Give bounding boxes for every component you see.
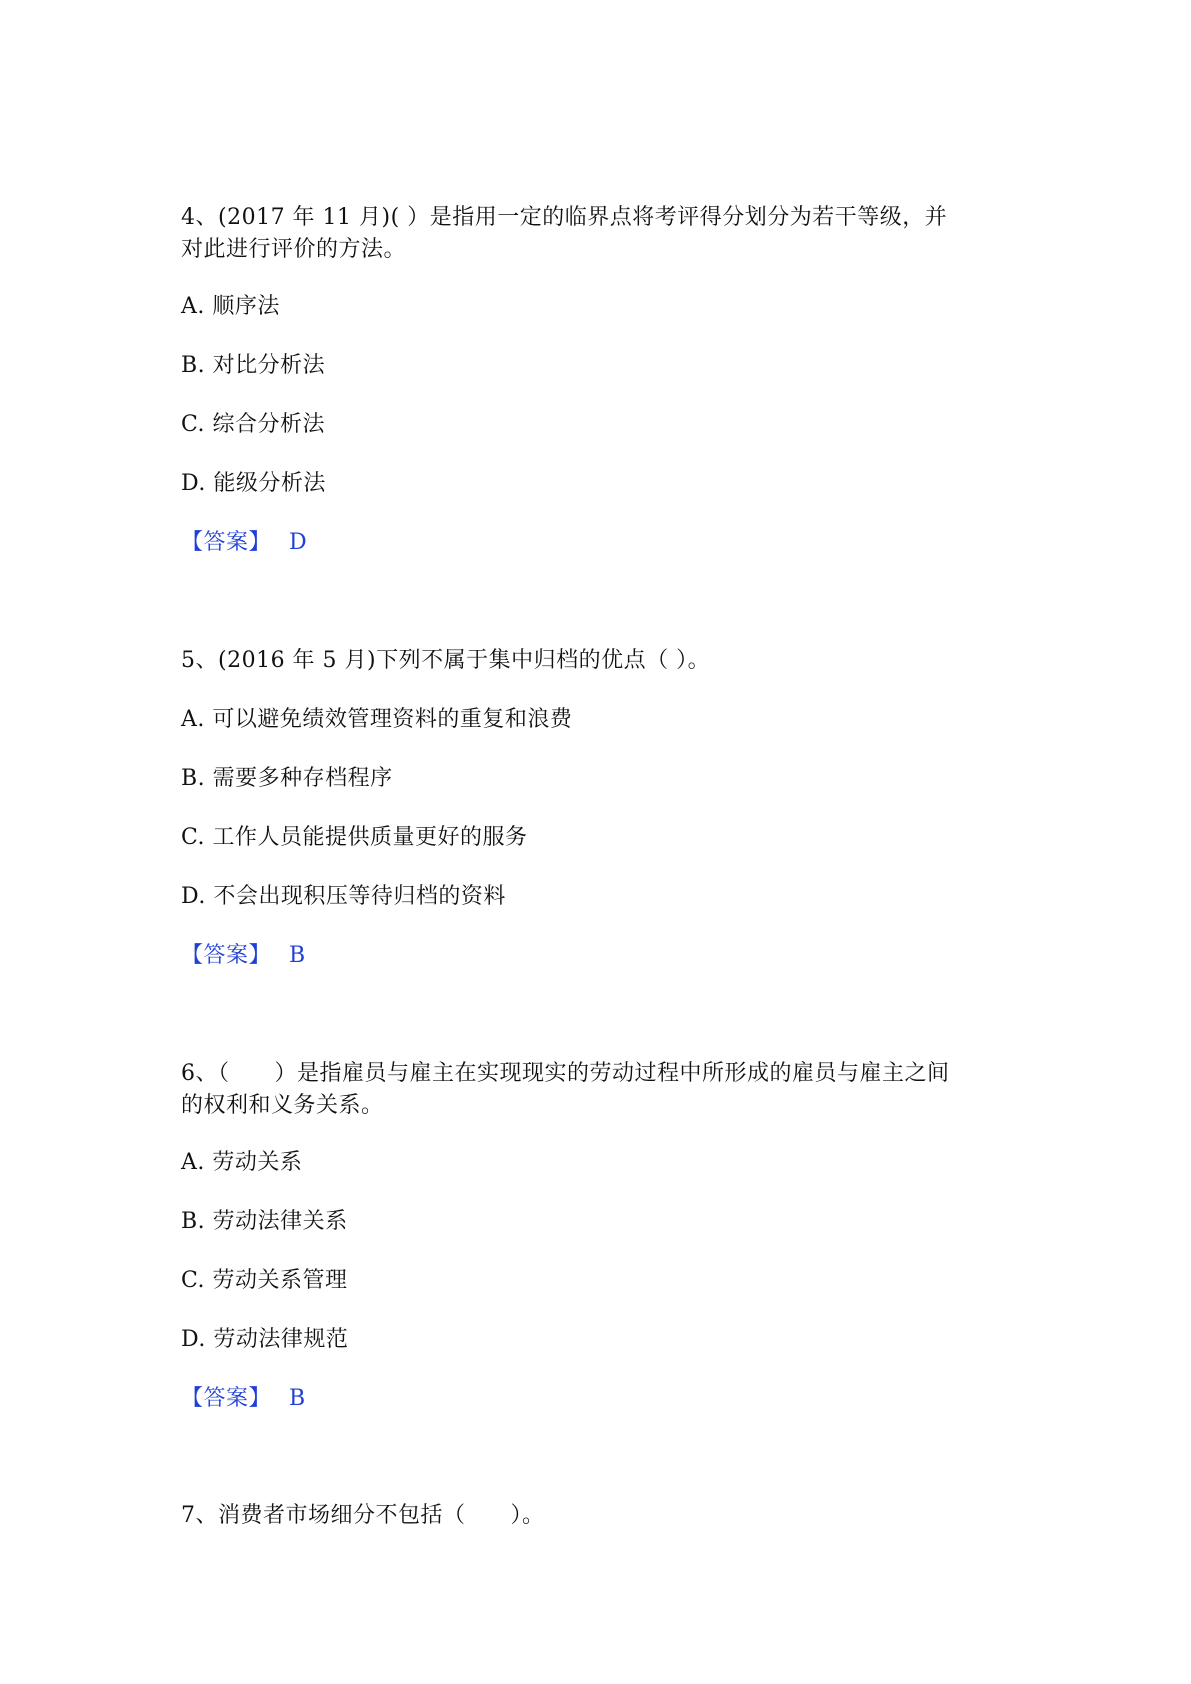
question-6-answer	[181, 1383, 306, 1415]
question-4-stem-line-2: 对此进行评价的方法。	[181, 237, 407, 262]
question-5-answer	[181, 940, 306, 972]
question-5-option-b: B. 需要多种存档程序	[181, 766, 393, 791]
question-6-option-d: D. 劳动法律规范	[181, 1327, 349, 1352]
question-4-option-c: C. 综合分析法	[181, 412, 326, 437]
question-6-option-c: C. 劳动关系管理	[181, 1268, 348, 1293]
question-5-option-c: C. 工作人员能提供质量更好的服务	[181, 825, 528, 850]
question-4-option-a: A. 顺序法	[181, 294, 280, 319]
question-4-stem-line-1: 4、(2017 年 11 月)( ）是指用一定的临界点将考评得分划分为若干等级，并	[181, 205, 948, 230]
answer-label: 【答案】	[181, 943, 272, 968]
question-4-option-d: D. 能级分析法	[181, 471, 326, 496]
question-4-answer	[181, 527, 307, 559]
question-6-option-b: B. 劳动法律关系	[181, 1209, 348, 1234]
answer-value: B	[289, 1386, 306, 1411]
question-6-option-a: A. 劳动关系	[181, 1150, 303, 1175]
answer-value: D	[289, 530, 308, 555]
question-7-stem-line-1: 7、消费者市场细分不包括（ ）。	[181, 1503, 545, 1528]
answer-label: 【答案】	[181, 530, 272, 555]
question-5-stem-line-1: 5、(2016 年 5 月)下列不属于集中归档的优点（ ）。	[181, 648, 711, 673]
question-5-option-d: D. 不会出现积压等待归档的资料	[181, 884, 506, 909]
question-5-option-a: A. 可以避免绩效管理资料的重复和浪费	[181, 707, 573, 732]
answer-value: B	[289, 943, 306, 968]
answer-label: 【答案】	[181, 1386, 272, 1411]
question-6-stem-line-2: 的权利和义务关系。	[181, 1093, 384, 1118]
question-6-stem-line-1: 6、（ ）是指雇员与雇主在实现现实的劳动过程中所形成的雇员与雇主之间	[181, 1061, 950, 1086]
question-4-option-b: B. 对比分析法	[181, 353, 326, 378]
